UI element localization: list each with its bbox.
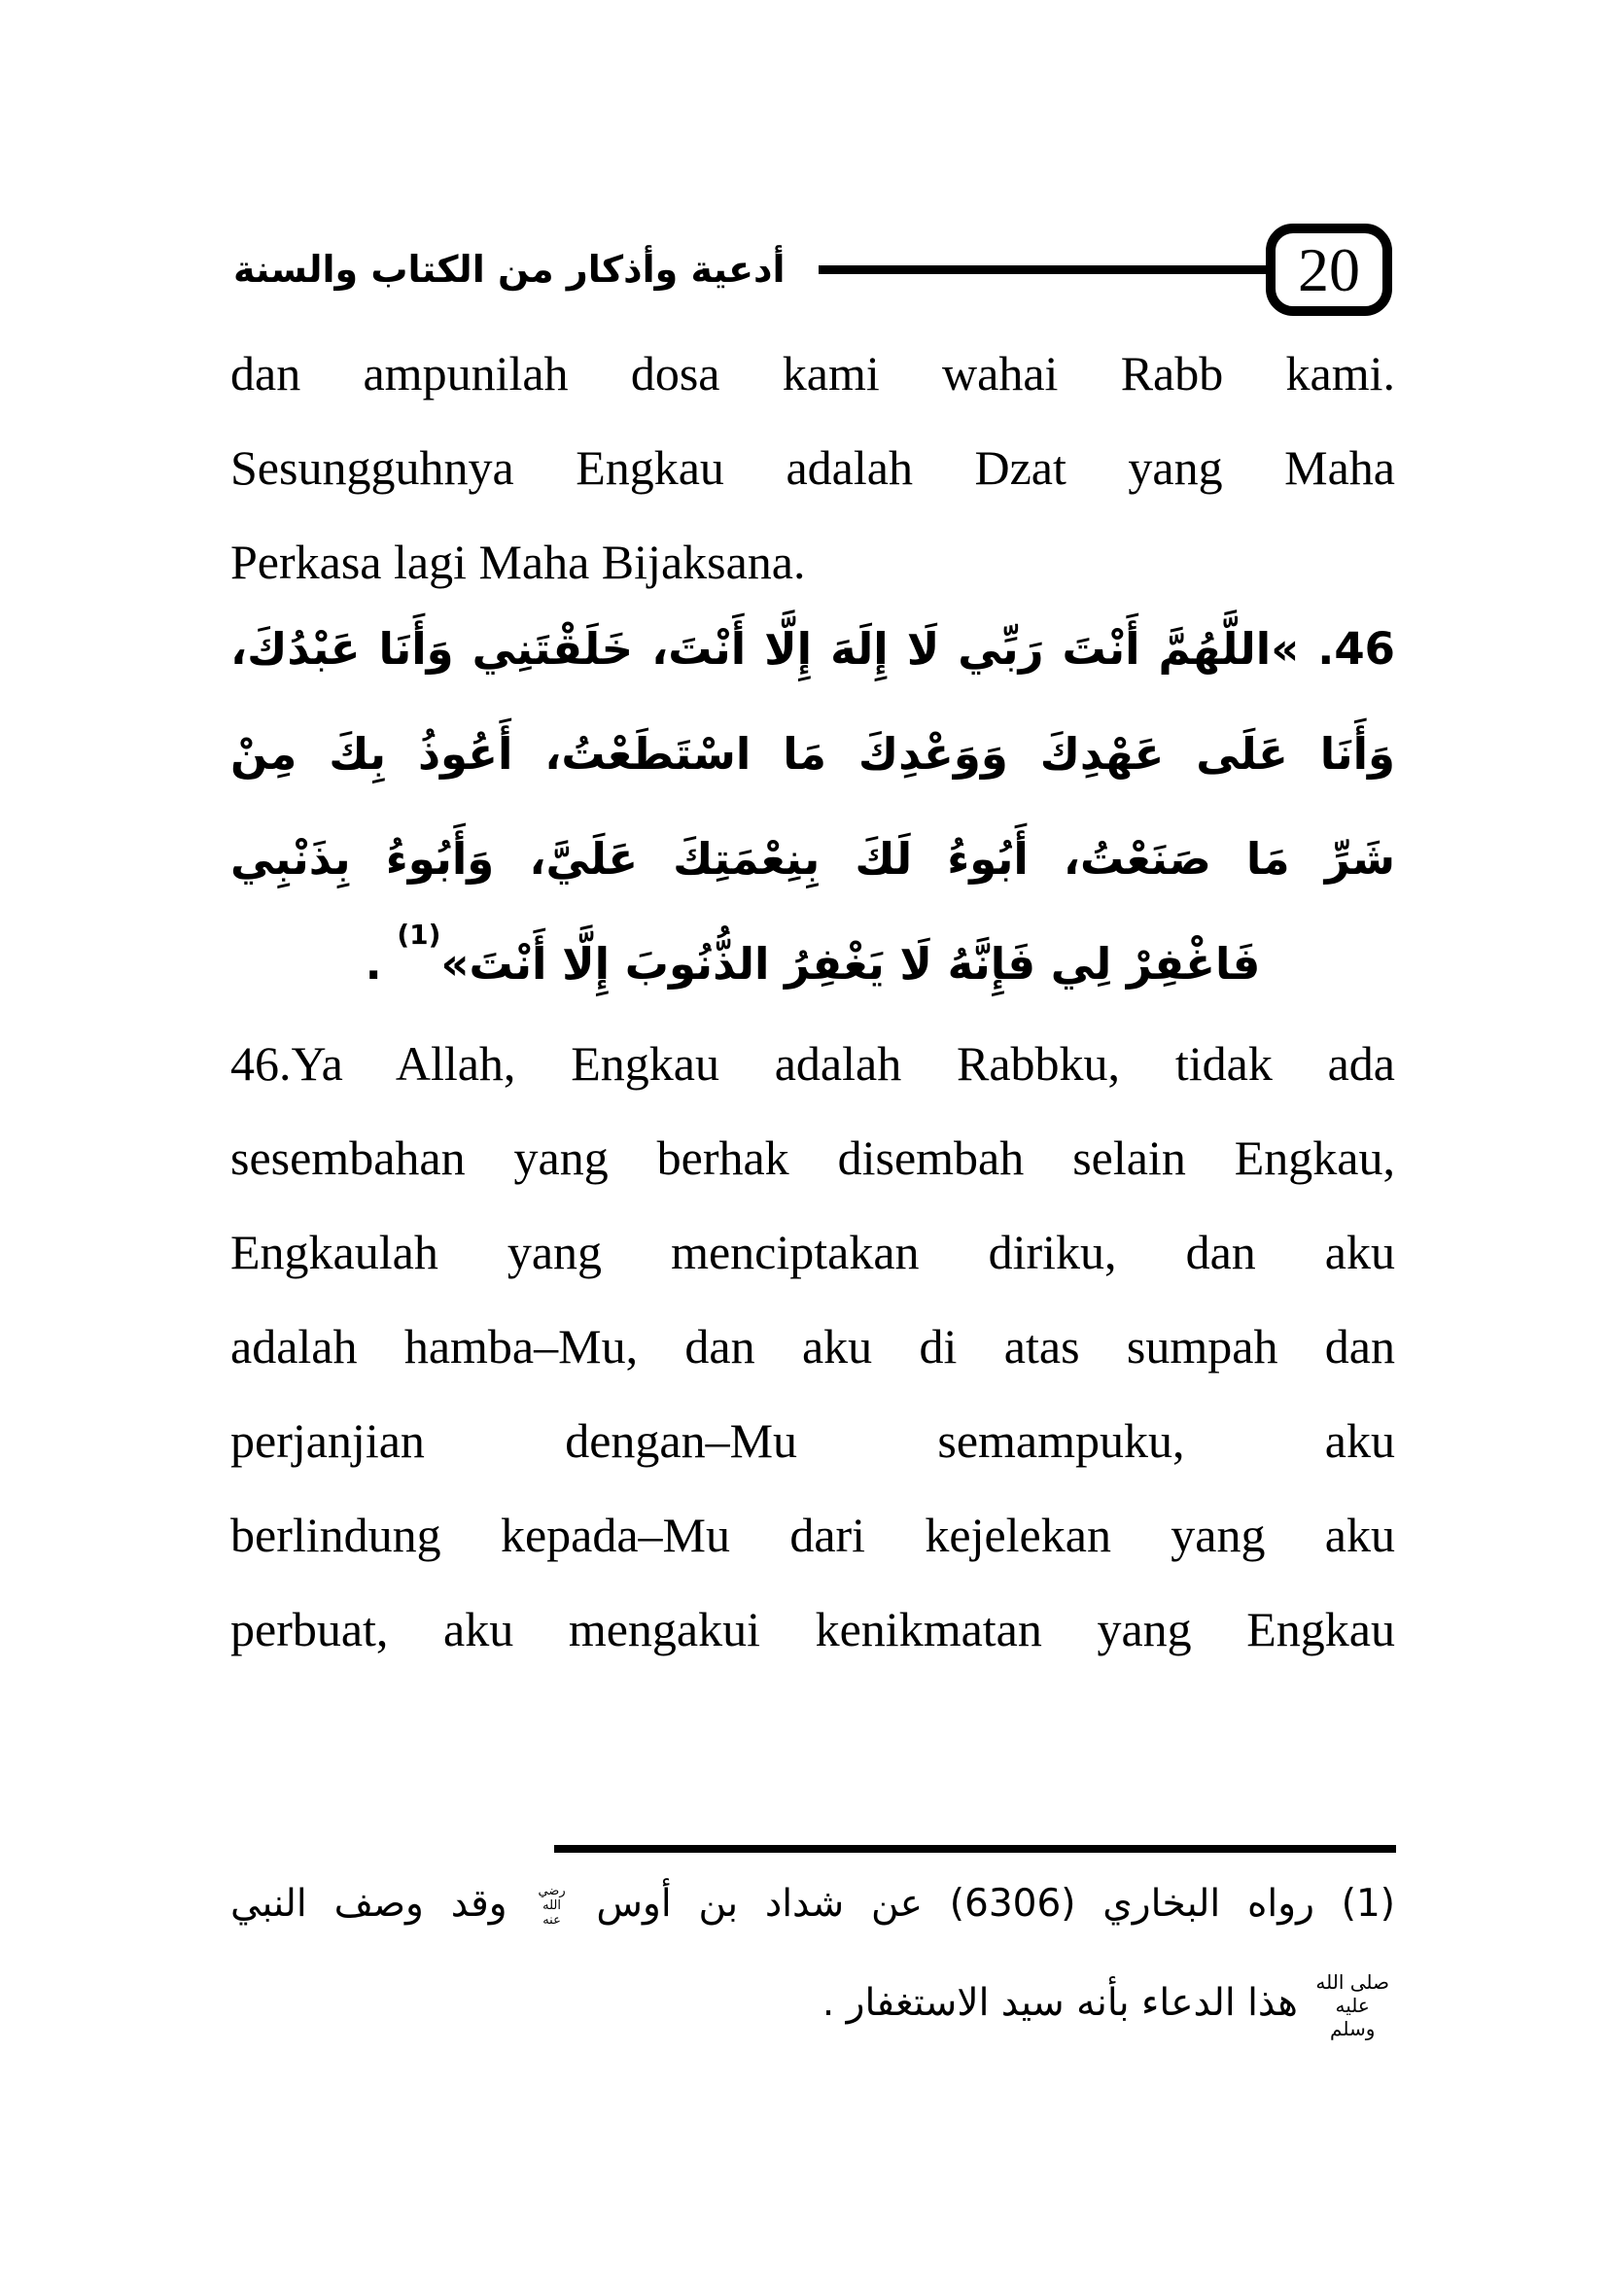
footnote-text-start: (1) رواه البخاري (6306) عن شداد بن أوس	[596, 1882, 1395, 1926]
header-rule	[819, 265, 1266, 274]
translation-line: perbuat, aku mengakui kenikmatan yang Engkau	[230, 1602, 1395, 1656]
arabic-quote-line: وَأَنَا عَلَى عَهْدِكَ وَوَعْدِكَ مَا اسْتَطَعْتُ، أَعُوذُ بِكَ مِنْ	[230, 728, 1395, 780]
intro-line: Sesungguhnya Engkau adalah Dzat yang Maha	[230, 440, 1395, 495]
arabic-quote-last-line	[230, 912, 1395, 1017]
footnote-text-end: وقد وصف النبي	[230, 1882, 507, 1926]
footnote-reference-marker: (1)	[397, 919, 441, 951]
translation-line: adalah hamba–Mu, dan aku di atas sumpah dan	[230, 1319, 1395, 1374]
translation-line: 46.Ya Allah, Engkau adalah Rabbku, tidak ada	[230, 1036, 1395, 1091]
arabic-dua-quote	[230, 597, 1395, 1017]
honorific-row: رضي	[538, 1884, 566, 1898]
book-title-arabic: أدعية وأذكار من الكتاب والسنة	[233, 247, 786, 291]
footnote-line-1	[230, 1855, 1395, 1954]
arabic-quote-line: 46. »اللَّهُمَّ أَنْتَ رَبِّي لَا إِلَهَ إِلَّا أَنْتَ، خَلَقْتَنِي وَأَنَا عَبْدُكَ،	[230, 623, 1395, 675]
honorific-row: الله	[542, 1898, 561, 1913]
translation-line: Engkaulah yang menciptakan diriku, dan aku	[230, 1225, 1395, 1279]
intro-line: dan ampunilah dosa kami wahai Rabb kami.	[230, 346, 1395, 400]
footnote	[230, 1855, 1395, 2053]
page-number-badge	[1266, 224, 1392, 316]
intro-paragraph	[230, 327, 1395, 609]
translation-paragraph	[230, 1017, 1395, 1677]
footnote-line2-text: هذا الدعاء بأنه سيد الاستغفار .	[821, 1981, 1298, 2025]
honorific-row: عليه	[1335, 1993, 1370, 2017]
translation-line: sesembahan yang berhak disembah selain Engkau,	[230, 1131, 1395, 1185]
arabic-quote-period: .	[365, 938, 398, 990]
page-number: 20	[1298, 234, 1360, 304]
radiallahu-anhu-honorific-icon	[538, 1884, 565, 1928]
translation-line: berlindung kepada–Mu dari kejelekan yang aku	[230, 1508, 1395, 1562]
footnote-line-2	[230, 1954, 1395, 2053]
intro-line: Perkasa lagi Maha Bijaksana.	[230, 535, 806, 589]
translation-line: perjanjian dengan–Mu semampuku, aku	[230, 1413, 1395, 1468]
arabic-quote-line-text: فَاغْفِرْ لِي فَإِنَّهُ لَا يَغْفِرُ الذُّنُوبَ إِلَّا أَنْتَ»	[440, 938, 1261, 990]
page-header	[233, 224, 1392, 316]
sallallahu-alayhi-wasallam-honorific-icon	[1315, 1970, 1389, 2040]
arabic-quote-line: شَرِّ مَا صَنَعْتُ، أَبُوءُ لَكَ بِنِعْمَتِكَ عَلَيَّ، وَأَبُوءُ بِذَنْبِي	[230, 833, 1395, 885]
footnote-separator-rule	[554, 1845, 1396, 1853]
honorific-row: صلى الله	[1315, 1969, 1389, 1994]
honorific-row: عنه	[542, 1913, 561, 1928]
honorific-row: وسلم	[1330, 2016, 1376, 2040]
